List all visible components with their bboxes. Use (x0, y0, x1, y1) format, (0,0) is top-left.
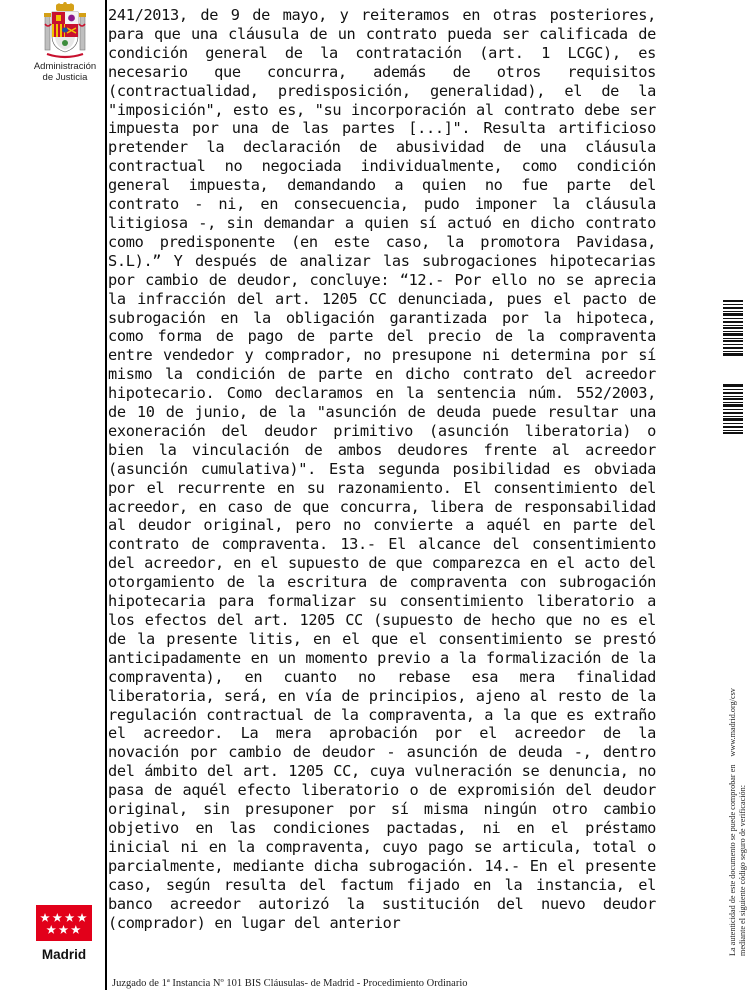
logo-caption (30, 61, 100, 83)
logo-caption-line2: de Justicia (42, 72, 88, 83)
margin-rule (105, 0, 107, 990)
verification-note (728, 446, 747, 956)
verification-url[interactable]: www.madrid.org/csv (728, 688, 737, 757)
logo-caption-line1: Administración (33, 61, 97, 72)
document-body-text: 241/2013, de 9 de mayo, y reiteramos en otras posteriores, para que una cláusula de un contrato pueda ser calificada de condición general de la contratación (art. 1 LCGC), es necesario que concurra, además de otros requisitos (contractualidad, predisposición, generalidad), el de la "imposición", esto es, "su incorporación al contrato debe ser impuesta por una de las partes [...]". Resulta artificioso pretender la declaración de abusividad de una cláusula contractual no negociada individualmente, como condición general impuesta, demandando a quien no fue parte del contrato - ni, en consecuencia, pudo imponer la cláusula litigiosa -, sin demandar a quien sí actuó en dicho contrato como predisponente (en este caso, la promotora Pavidasa, S.L).” Y después de analizar las subrogaciones hipotecarias por cambio de deudor, concluye: “12.- Por ello no se aprecia la infracción del art. 1205 CC denunciada, pues el pacto de subrogación en la obligación garantizada por la hipoteca, como forma de pago de parte del precio de la compraventa entre vendedor y comprador, no presupone ni determina por sí mismo la condición de parte en dicho contrato del acreedor hipotecario. Como declaramos en la sentencia núm. 552/2003, de 10 de junio, de la "asunción de deuda puede resultar una exoneración del deudor primitivo (asunción liberatoria) o bien la vinculación de ambos deudores frente al acreedor (asunción cumulativa)". Esta segunda posibilidad es obviada por el recurrente en su razonamiento. El consentimiento del acreedor, en caso de que concurra, libera de responsabilidad al deudor original, pero no convierte a aquél en parte del contrato de compraventa. 13.- El alcance del consentimiento del acreedor, en el supuesto de que comparezca en el acto del otorgamiento de la escritura de compraventa con subrogación hipotecaria para formalizar su consentimiento liberatorio a los efectos del art. 1205 CC (supuesto de hecho que no es el de la presente litis, en el que el consentimiento se prestó anticipadamente en un momento previo a la formalización de la compraventa), en cuanto no rebase esa mera finalidad liberatoria, será, en vía de principios, ajeno al resto de la regulación contractual de la compraventa, a la que es extraño el acreedor. La mera aprobación por el acreedor de la novación por cambio de deudor - asunción de deuda -, dentro del ámbito del art. 1205 CC, cuya vulneración se denuncia, no pasa de aquél efecto liberatorio o de expromisión del deudor original, sin presuponer por sí misma ningún otro cambio objetivo en las condiciones pactadas, ni en el préstamo inicial ni en la compraventa, cuyo pago se articula, total o parcialmente, mediante dicha subrogación. 14.- En el presente caso, según resulta del factum fijado en la instancia, el banco acreedor autorizó la sustitución del nuevo deudor (comprador) en lugar del anterior (108, 6, 656, 932)
barcode-icon (723, 384, 743, 434)
barcode-icon (723, 300, 743, 356)
verification-line1: La autenticidad de este documento se puede comprobar en (728, 764, 737, 956)
madrid-label: Madrid (41, 947, 87, 962)
madrid-stars-icon (36, 905, 92, 941)
footer-court-name: Juzgado de 1ª Instancia Nº 101 BIS Cláusulas- de Madrid - Procedimiento Ordinario (112, 978, 468, 989)
comunidad-madrid-logo (36, 905, 92, 962)
administracion-justicia-logo (30, 2, 100, 83)
verification-line2: mediante el siguiente código seguro de verificación: (738, 785, 747, 956)
coat-of-arms-icon (43, 2, 87, 60)
